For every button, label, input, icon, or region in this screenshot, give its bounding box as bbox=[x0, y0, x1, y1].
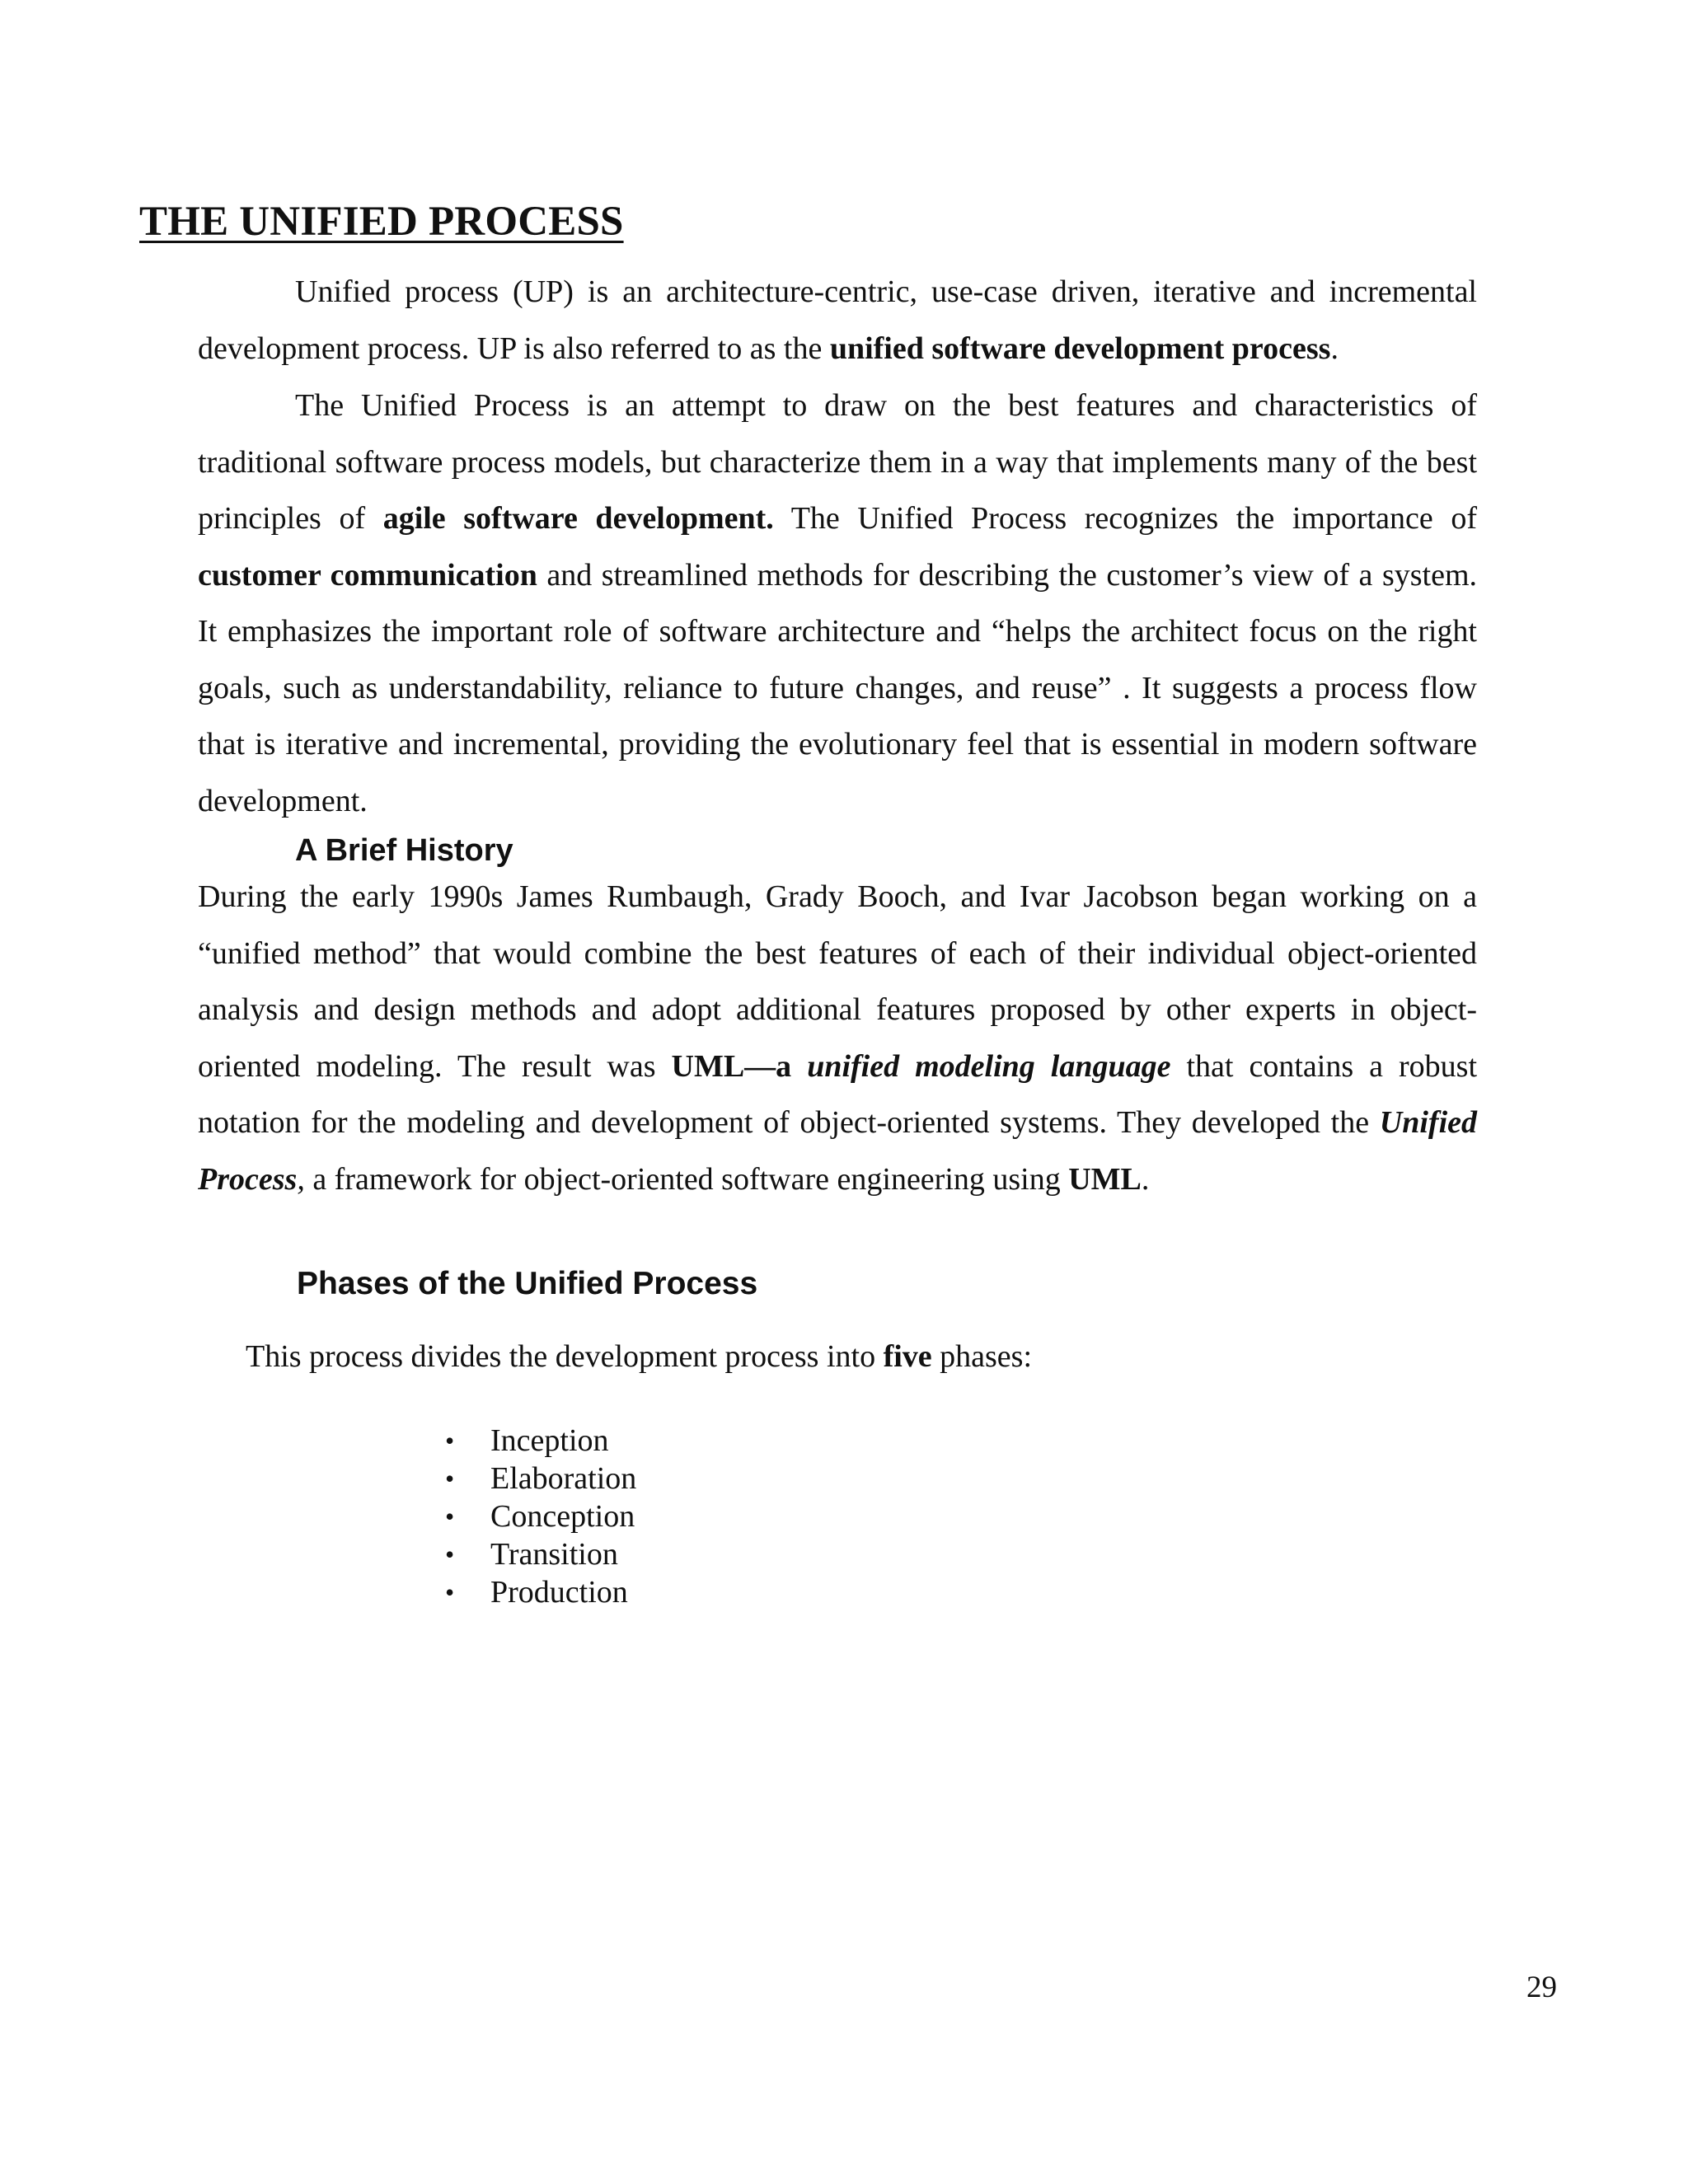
phases-intro-text-end: phases: bbox=[931, 1339, 1033, 1374]
page-number: 29 bbox=[1526, 1971, 1557, 2004]
phase-label: Conception bbox=[490, 1499, 635, 1534]
bullet-icon: • bbox=[445, 1577, 455, 1607]
history-text-3: a framework for object-oriented software engineering using bbox=[304, 1161, 1069, 1197]
overview-paragraph bbox=[198, 377, 1477, 829]
history-bold-italic-uml-name: unified modeling language bbox=[807, 1048, 1171, 1084]
phases-heading: Phases of the Unified Process bbox=[297, 1266, 758, 1301]
bullet-icon: • bbox=[445, 1502, 455, 1531]
history-text-end: . bbox=[1141, 1161, 1150, 1197]
phases-intro-text: This process divides the development process into bbox=[246, 1339, 884, 1374]
overview-bold-agile: agile software development. bbox=[382, 501, 774, 536]
history-bold-uml: UML—a bbox=[671, 1048, 808, 1084]
overview-text-3: and streamlined methods for describing the customer’s view of a system. It emphasizes the important role of software architecture and “helps the architect focus on the right goals, such as understandability, reliance to future changes, and reuse” . It suggests a process flow that is iterative and incremental, providing the evolutionary feel that is essential in modern software development. bbox=[198, 557, 1477, 818]
phases-intro-bold-count: five bbox=[883, 1339, 932, 1374]
history-bold-uml-end: UML bbox=[1068, 1161, 1142, 1197]
history-italic-comma: , bbox=[297, 1161, 305, 1197]
phase-label: Production bbox=[490, 1575, 628, 1610]
history-bold-italic-unified-process: Unified Process bbox=[198, 1105, 1477, 1197]
intro-paragraph bbox=[198, 264, 1477, 377]
phase-label: Elaboration bbox=[490, 1461, 637, 1496]
history-text: During the early 1990s James Rumbaugh, Grady Booch, and Ivar Jacobson began working on a “unified method” that would combine the best features of each of their individual object-oriented analysis and design methods and adopt additional features proposed by other experts in object-oriented modeling. The result was bbox=[198, 879, 1477, 1084]
history-heading: A Brief History bbox=[295, 833, 513, 868]
intro-text-end: . bbox=[1330, 330, 1339, 366]
bullet-icon: • bbox=[445, 1464, 455, 1493]
phase-label: Inception bbox=[490, 1423, 609, 1458]
overview-text-2: The Unified Process recognizes the importance of bbox=[773, 501, 1477, 536]
page-title: THE UNIFIED PROCESS bbox=[139, 199, 624, 245]
overview-bold-communication: customer communication bbox=[198, 557, 537, 593]
intro-text: Unified process (UP) is an architecture-centric, use-case driven, iterative and incremental development process. UP is also referred to as the bbox=[198, 274, 1477, 366]
history-text-2: that contains a robust notation for the modeling and development of object-oriented systems. They developed the bbox=[198, 1048, 1478, 1140]
overview-text: The Unified Process is an attempt to draw on the best features and characteristics of traditional software process models, but characterize them in a way that implements many of the best principles of bbox=[198, 388, 1477, 536]
intro-bold-term: unified software development process bbox=[829, 330, 1331, 366]
bullet-icon: • bbox=[445, 1426, 455, 1455]
bullet-icon: • bbox=[445, 1540, 455, 1569]
phase-label: Transition bbox=[490, 1537, 618, 1572]
history-paragraph bbox=[198, 869, 1477, 1207]
phases-intro bbox=[246, 1338, 1032, 1375]
